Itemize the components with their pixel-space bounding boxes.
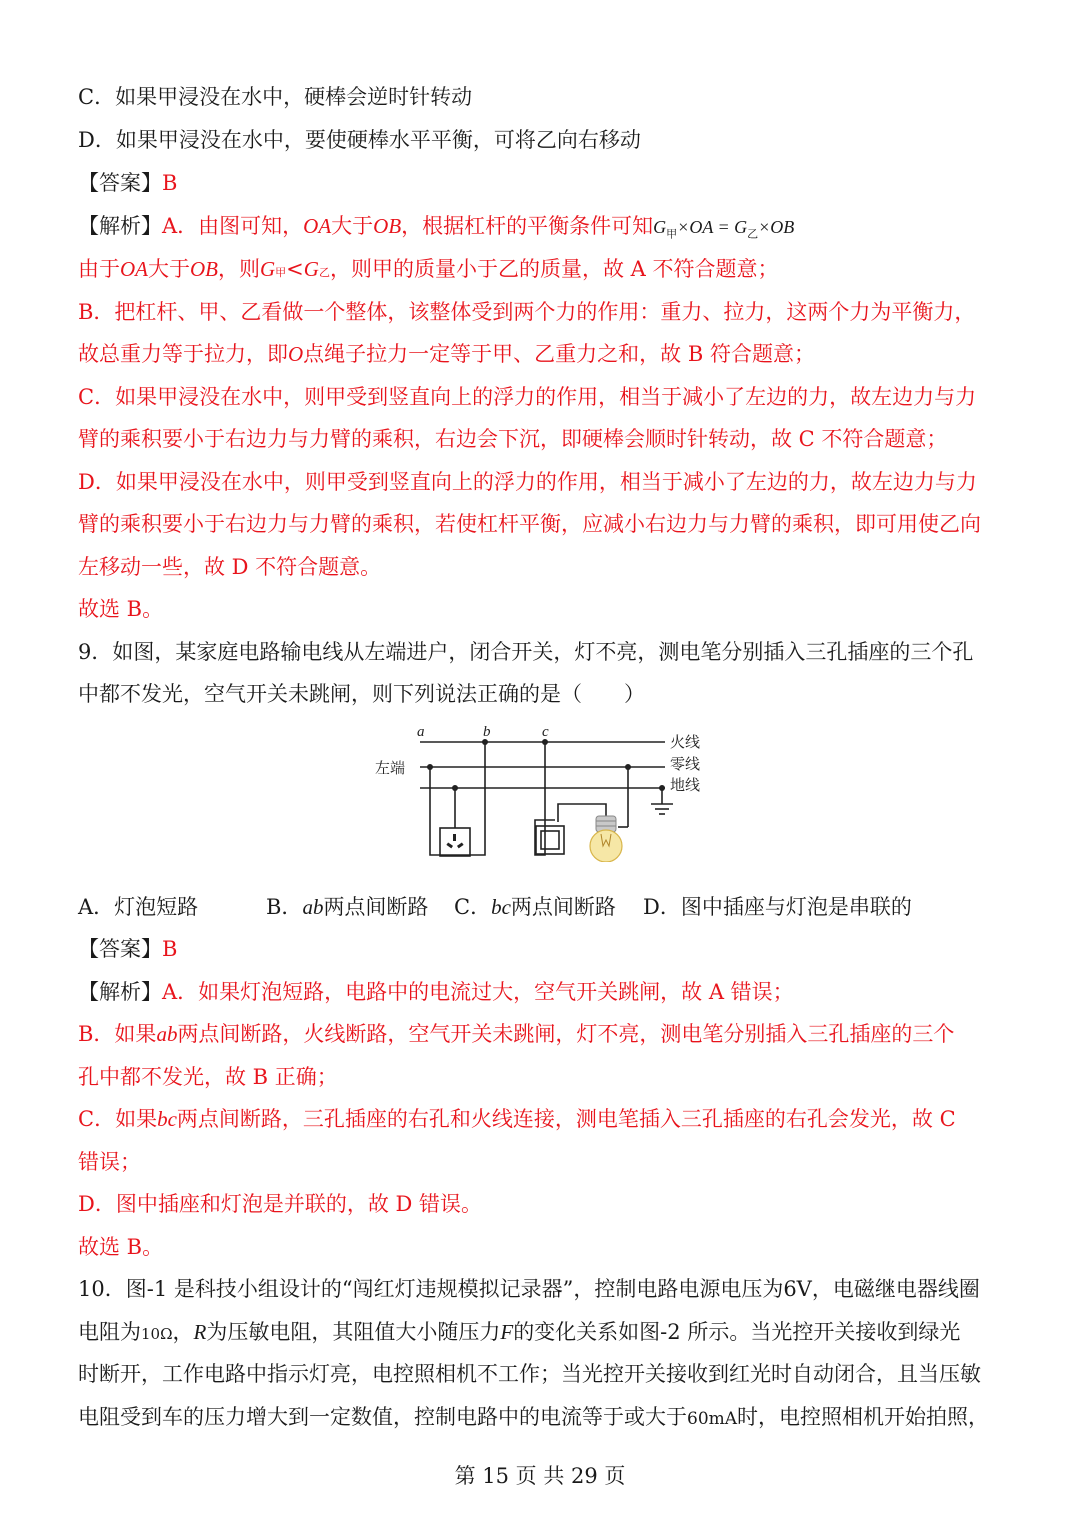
junction-dot xyxy=(625,764,631,770)
var-g: G xyxy=(260,257,276,281)
analysis-text: ，则甲的质量小于乙的质量，故 A 不符合题意； xyxy=(329,257,779,281)
question-text: 电阻受到车的压力增大到一定数值，控制电路中的电流等于或大于 xyxy=(78,1405,687,1429)
socket-live-lead xyxy=(430,742,485,855)
q9-analysis-b1 xyxy=(78,1019,1008,1049)
light-bulb-icon xyxy=(590,816,622,862)
option-prefix: B． xyxy=(266,895,303,919)
socket-hole-top xyxy=(453,834,456,841)
label-c: c xyxy=(542,724,549,740)
analysis-text: 故总重力等于拉力，即 xyxy=(78,342,288,366)
current-value: 60mA xyxy=(687,1409,738,1429)
analysis-text: ，则 xyxy=(218,257,260,281)
label-ground-wire: 地线 xyxy=(670,776,701,794)
var-oa: OA xyxy=(120,257,148,281)
analysis-text: 大于 xyxy=(331,214,374,238)
analysis-text: ，根据杠杆的平衡条件可知 xyxy=(401,214,654,238)
var-ab: ab xyxy=(302,895,324,919)
formula-g: G xyxy=(653,217,667,237)
q9-stem-line2: 中都不发光，空气开关未跳闸，则下列说法正确的是（ ） xyxy=(78,682,645,706)
q9-conclusion: 故选 B。 xyxy=(78,1235,164,1259)
question-text: 电阻为 xyxy=(78,1320,141,1344)
q8-analysis-c2: 臂的乘积要小于右边力与力臂的乘积，右边会下沉，即硬棒会顺时针转动，故 C 不符合题意； xyxy=(78,427,948,451)
analysis-text: 点绳子拉力一定等于甲、乙重力之和，故 B 符合题意； xyxy=(303,342,815,366)
q8-conclusion: 故选 B。 xyxy=(78,597,164,621)
q9-analysis-d: D．图中插座和灯泡是并联的，故 D 错误。 xyxy=(78,1192,483,1216)
var-bc: bc xyxy=(157,1107,177,1131)
socket-hole-right xyxy=(457,842,464,848)
q8-analysis-b2 xyxy=(78,339,1008,369)
q8-option-d: D．如果甲浸没在水中，要使硬棒水平平衡，可将乙向右移动 xyxy=(78,128,641,152)
socket-holes-icon xyxy=(446,834,463,848)
analysis-text: A．如果灯泡短路，电路中的电流过大，空气开关跳闸，故 A 错误； xyxy=(162,980,794,1004)
junction-dot xyxy=(452,785,458,791)
var-ab: ab xyxy=(156,1022,178,1046)
q8-option-c: C．如果甲浸没在水中，硬棒会逆时针转动 xyxy=(78,85,473,109)
junction-dot xyxy=(427,764,433,770)
var-ob: OB xyxy=(373,214,402,238)
analysis-text: 两点间断路，三孔插座的右孔和火线连接，测电笔插入三孔插座的右孔会发光，故 C xyxy=(176,1107,956,1131)
var-bc: bc xyxy=(491,895,511,919)
q9-analysis-a xyxy=(78,977,1008,1007)
less-than: < xyxy=(286,257,304,281)
q9-stem-line1: 9．如图，某家庭电路输电线从左端进户，闭合开关，灯不亮，测电笔分别插入三孔插座的三个孔 xyxy=(78,640,974,664)
answer-label: 【答案】 xyxy=(78,171,162,195)
q9-analysis-b2: 孔中都不发光，故 B 正确； xyxy=(78,1065,338,1089)
q9-option-d: D．图中插座与灯泡是串联的 xyxy=(643,895,912,919)
question-text: ， xyxy=(172,1320,194,1344)
label-live-wire: 火线 xyxy=(670,733,701,751)
bulb-glass xyxy=(590,830,622,862)
var-g: G xyxy=(303,257,319,281)
var-f: F xyxy=(500,1320,514,1344)
q9-option-b xyxy=(266,892,428,922)
formula-end: ×OB xyxy=(758,217,795,237)
question-text: 时，电控照相机开始拍照， xyxy=(737,1405,990,1429)
circuit-svg xyxy=(370,722,710,862)
analysis-label: 【解析】 xyxy=(78,980,162,1004)
q9-option-c xyxy=(454,892,616,922)
q9-answer xyxy=(78,934,1008,964)
analysis-text: B．如果 xyxy=(78,1022,157,1046)
var-ob: OB xyxy=(190,257,218,281)
q8-analysis-a2 xyxy=(78,254,1008,288)
label-a: a xyxy=(417,724,425,740)
q8-analysis-a1 xyxy=(78,211,1008,250)
analysis-text: 两点间断路，火线断路，空气开关未跳闸，灯不亮，测电笔分别插入三孔插座的三个 xyxy=(177,1022,955,1046)
var-r: R xyxy=(193,1320,207,1344)
q8-analysis-b1: B．把杠杆、甲、乙看做一个整体，该整体受到两个力的作用：重力、拉力，这两个力为平衡力， xyxy=(78,300,976,324)
question-text: 为压敏电阻，其阻值大小随压力 xyxy=(206,1320,501,1344)
formula-sub: 甲 xyxy=(666,228,678,241)
switch-lead xyxy=(535,742,555,855)
q10-line4 xyxy=(78,1402,1008,1434)
analysis-text: 由于 xyxy=(78,257,120,281)
answer-value: B xyxy=(162,937,178,961)
label-left-end: 左端 xyxy=(375,759,406,777)
option-prefix: C． xyxy=(454,895,492,919)
analysis-text: 大于 xyxy=(148,257,190,281)
socket-box xyxy=(440,828,470,856)
analysis-text: A．由图可知， xyxy=(162,214,304,238)
analysis-text: C．如果 xyxy=(78,1107,158,1131)
sub-jia: 甲 xyxy=(275,266,287,279)
formula-sub: 乙 xyxy=(747,228,759,241)
lever-formula xyxy=(653,217,795,241)
q8-answer xyxy=(78,168,1008,198)
q8-analysis-d3: 左移动一些，故 D 不符合题意。 xyxy=(78,555,382,579)
q8-analysis-d1: D．如果甲浸没在水中，则甲受到竖直向上的浮力的作用，相当于减小了左边的力，故左边力与力 xyxy=(78,470,977,494)
answer-label: 【答案】 xyxy=(78,937,162,961)
q8-analysis-c1: C．如果甲浸没在水中，则甲受到竖直向上的浮力的作用，相当于减小了左边的力，故左边力与力 xyxy=(78,385,977,409)
junction-dot xyxy=(659,785,665,791)
page-footer: 第 15 页 共 29 页 xyxy=(454,1464,626,1488)
q9-analysis-c1 xyxy=(78,1104,1008,1134)
formula-mid: ×OA = G xyxy=(677,217,748,237)
q10-line2 xyxy=(78,1317,1008,1349)
circuit-diagram xyxy=(370,722,710,862)
var-oa: OA xyxy=(303,214,332,238)
q10-line1: 10．图-1 是科技小组设计的“闯红灯违规模拟记录器”，控制电路电源电压为6V，电磁继电器线圈 xyxy=(78,1277,980,1301)
q10-line3: 时断开，工作电路中指示灯亮，电控照相机不工作；当光控开关接收到红光时自动闭合，且当压敏 xyxy=(78,1362,981,1386)
socket-hole-left xyxy=(446,842,453,848)
analysis-label: 【解析】 xyxy=(78,214,162,238)
label-neutral-wire: 零线 xyxy=(670,755,701,773)
question-text: 的变化关系如图-2 所示。当光控开关接收到绿光 xyxy=(513,1320,961,1344)
q8-analysis-d2: 臂的乘积要小于右边力与力臂的乘积，若使杠杆平衡，应减小右边力与力臂的乘积，即可用使乙向 xyxy=(78,512,981,536)
option-text: 两点间断路 xyxy=(323,895,429,919)
label-b: b xyxy=(483,724,491,740)
q9-option-a: A．灯泡短路 xyxy=(78,895,199,919)
var-o: O xyxy=(288,342,304,366)
switch-inner xyxy=(541,831,559,849)
resistance-value: 10Ω xyxy=(141,1325,173,1343)
q9-analysis-c2: 错误； xyxy=(78,1150,141,1174)
answer-value: B xyxy=(162,171,178,195)
sub-yi: 乙 xyxy=(318,266,330,279)
option-text: 两点间断路 xyxy=(510,895,616,919)
